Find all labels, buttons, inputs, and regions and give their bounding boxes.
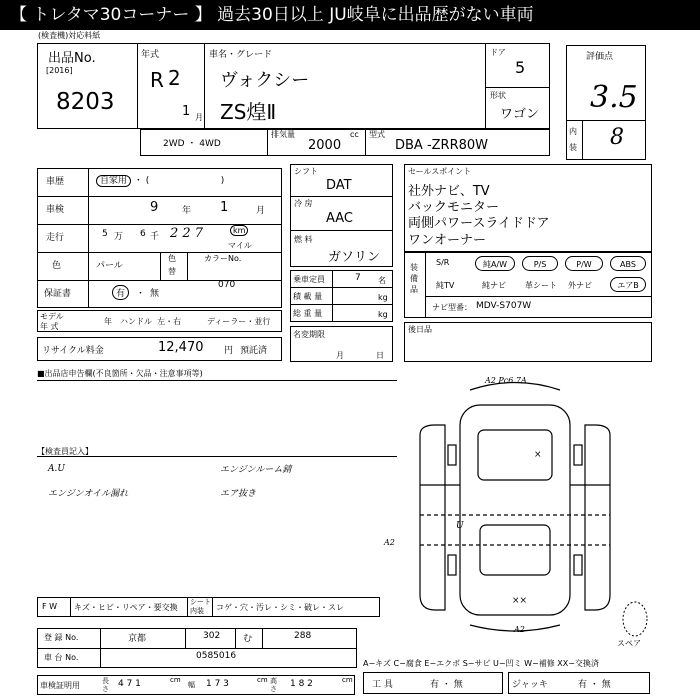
navi-label: ナビ型番：	[432, 303, 472, 312]
mileage-man: 5	[102, 229, 108, 239]
equip-power-windows: P/W	[565, 256, 603, 271]
shape-label: 形状	[490, 91, 506, 100]
lot-label: 出品No.	[48, 51, 96, 66]
lot-year-stamp: [2016]	[46, 66, 73, 75]
inspector-note-1: A.U	[48, 464, 65, 474]
inspection-year-unit: 年	[182, 206, 192, 216]
registration-kana: む	[243, 634, 253, 644]
spare-tire-icon	[620, 600, 650, 638]
diagram-note-a2-left: A2	[384, 538, 395, 547]
mileage-mile: マイル	[228, 241, 252, 250]
year-month: 1	[182, 104, 191, 119]
capacity-label: 乗車定員	[293, 275, 325, 284]
car-label: 車名・グレード	[209, 50, 273, 60]
diagram-note-x: ×	[534, 450, 542, 460]
equip-alloy-wheels: 純A/W	[475, 256, 515, 271]
ac-value: AAC	[326, 211, 353, 226]
cert-height: 1 8 2	[290, 679, 313, 689]
equip-abs: ABS	[610, 256, 646, 271]
warranty-yes: 有	[112, 285, 129, 300]
fw-text: キズ・ヒビ・リペア・要交換	[74, 603, 178, 612]
equip-navi: 純ナビ	[482, 281, 506, 290]
load-unit: kg	[378, 293, 388, 302]
recycle-value: 12,470	[158, 340, 204, 355]
inspection-month: 1	[220, 200, 229, 215]
warranty-no: 無	[150, 289, 160, 299]
equip-leather: 革シート	[525, 281, 557, 290]
mileage-label: 走行	[46, 233, 65, 243]
recycle-label: リサイクル料金	[42, 346, 104, 356]
history-circled: 自家用	[96, 175, 131, 187]
lot-number: 8203	[56, 89, 115, 115]
selling-point-3: 両側パワースライドドア	[408, 216, 550, 231]
model-value: DBA -ZRR80W	[395, 138, 489, 153]
registration-label: 登 録 No.	[44, 633, 79, 642]
inspector-note-2: エンジンオイル漏れ	[48, 489, 129, 499]
mileage-sen: 6	[140, 229, 146, 239]
registration-class: 302	[203, 631, 221, 641]
model-year-handle: ハンドル 左・右	[120, 317, 182, 326]
shift-value: DAT	[326, 178, 352, 193]
year-num: 2	[168, 66, 181, 90]
diagram-note-a2-bottom: A2	[514, 625, 525, 634]
mileage-km: km	[230, 225, 248, 236]
shape-value: ワゴン	[500, 107, 540, 122]
color-label: 色	[52, 261, 62, 271]
history-label: 車歴	[46, 177, 65, 187]
equipment-label: 装 備 品	[410, 263, 418, 294]
cert-width-unit: cm	[257, 676, 268, 684]
registration-number: 288	[294, 631, 312, 641]
model-label: 型式	[369, 130, 385, 139]
name-change-label: 名変期限	[293, 330, 325, 339]
capacity-unit: 名	[378, 276, 386, 285]
doors-label: ドア	[490, 48, 506, 57]
model-year-label-2: 年 式	[40, 322, 59, 331]
inspection-label: 車検	[46, 205, 65, 215]
header-partial: (検査機)対応料紙	[38, 31, 101, 40]
cert-width-label: 幅	[188, 681, 195, 689]
color-change-1: 色	[168, 254, 176, 263]
gross-unit: kg	[378, 310, 388, 319]
equip-tv: 純TV	[436, 281, 455, 290]
shift-label: シフト	[294, 167, 318, 176]
cert-width: 1 7 3	[206, 679, 229, 689]
fuel-label: 燃 料	[294, 235, 313, 244]
chassis-label: 車 台 No.	[44, 653, 79, 662]
color-no-label: カラーNo.	[204, 254, 242, 263]
diagram-note-xx: ××	[512, 596, 528, 606]
inspector-label: 【検査員記入】	[37, 447, 93, 456]
year-era: R	[150, 68, 164, 92]
jack-label: ジャッキ	[512, 680, 548, 690]
selling-point-1: 社外ナビ、TV	[408, 184, 490, 199]
later-label: 後日品	[408, 325, 432, 334]
recycle-note: 預託済	[240, 346, 268, 356]
displacement-unit: cc	[350, 130, 359, 139]
inspector-note-4: エア抜き	[220, 489, 257, 499]
mileage-sen-unit: 千	[150, 232, 160, 242]
chassis-value: 0585016	[196, 651, 237, 661]
seat-text: コゲ・穴・汚レ・シミ・破レ・スレ	[216, 603, 344, 612]
interior-label-2: 装	[569, 143, 577, 152]
color-no: 070	[218, 280, 236, 290]
tools-value: 有 ・ 無	[430, 680, 463, 690]
cert-length-label: 長さ	[102, 677, 109, 693]
capacity-value: 7	[355, 273, 361, 283]
gross-label: 総 重 量	[293, 309, 323, 318]
car-grade: ZS煌Ⅱ	[220, 100, 277, 124]
color-change-2: 替	[168, 267, 176, 276]
mileage-man-unit: 万	[114, 232, 124, 242]
equip-power-steering: P/S	[522, 256, 558, 271]
fuel-value: ガソリン	[328, 250, 381, 265]
info-block	[37, 168, 282, 308]
fw-label: F W	[42, 602, 58, 611]
diagram-note-u: U	[456, 521, 464, 531]
inspection-year: 9	[150, 200, 159, 215]
name-change-day: 日	[376, 351, 384, 360]
score-value: 3.5	[590, 80, 638, 115]
cert-length: 4 7 1	[118, 679, 141, 689]
warranty-sep: ・	[136, 289, 146, 299]
displacement-value: 2000	[308, 138, 342, 153]
navi-value: MDV-S707W	[476, 301, 532, 311]
selling-point-4: ワンオーナー	[408, 233, 487, 248]
mileage-rest: 2 2 7	[170, 226, 204, 241]
interior-value: 8	[610, 125, 624, 150]
model-year-label-1: モデル	[40, 312, 64, 321]
selling-point-2: バックモニター	[408, 200, 500, 215]
cert-length-unit: cm	[170, 676, 181, 684]
year-label: 年式	[141, 50, 160, 60]
drive: 2WD ・ 4WD	[163, 139, 221, 149]
color-value: パール	[96, 261, 123, 271]
cert-height-label: 高さ	[270, 677, 277, 693]
car-name: ヴォクシー	[220, 70, 310, 91]
model-year-year: 年	[104, 317, 112, 326]
score-label: 評価点	[586, 52, 614, 62]
selling-points-label: セールスポイント	[408, 167, 472, 176]
displacement-label: 排気量	[271, 130, 295, 139]
equip-airbag: エアB	[610, 277, 646, 292]
load-label: 積 載 量	[293, 292, 323, 301]
seat-label: シート 内装	[190, 598, 211, 615]
banner: 【 トレタマ30コーナー 】 過去30日以上 JU岐阜に出品歴がない車両	[0, 0, 700, 30]
equip-sr: S/R	[436, 258, 450, 267]
history-value: 自家用 ・ ( )	[96, 173, 224, 186]
cert-label: 車検証明用	[40, 681, 80, 690]
tools-label: 工 具	[372, 680, 393, 690]
year-month-unit: 月	[195, 113, 203, 122]
dealer-report-label: ■出品店申告欄(不良箇所・欠品・注意事項等)	[37, 369, 203, 378]
inspection-month-unit: 月	[256, 206, 266, 216]
registration-area: 京都	[128, 634, 147, 644]
name-change-month: 月	[336, 351, 344, 360]
ac-label: 冷 房	[294, 199, 313, 208]
spare-label: スペア	[617, 639, 641, 648]
damage-legend: A−キズ C−腐食 E−エクボ S−サビ U−凹ミ W−補修 XX−交換済	[363, 659, 599, 668]
warranty-label: 保証書	[44, 289, 72, 299]
equip-ext-navi: 外ナビ	[568, 281, 592, 290]
diagram-note-top: A2 Pc6 7A	[485, 376, 527, 385]
interior-label-1: 内	[569, 127, 577, 136]
cert-height-unit: cm	[342, 676, 353, 684]
recycle-unit: 円	[224, 346, 234, 356]
later-items	[404, 322, 652, 362]
model-year-dealer: ディーラー・並行	[207, 317, 271, 326]
jack-value: 有 ・ 無	[578, 680, 611, 690]
inspector-note-3: エンジンルーム錆	[220, 465, 292, 475]
doors-value: 5	[515, 58, 526, 77]
